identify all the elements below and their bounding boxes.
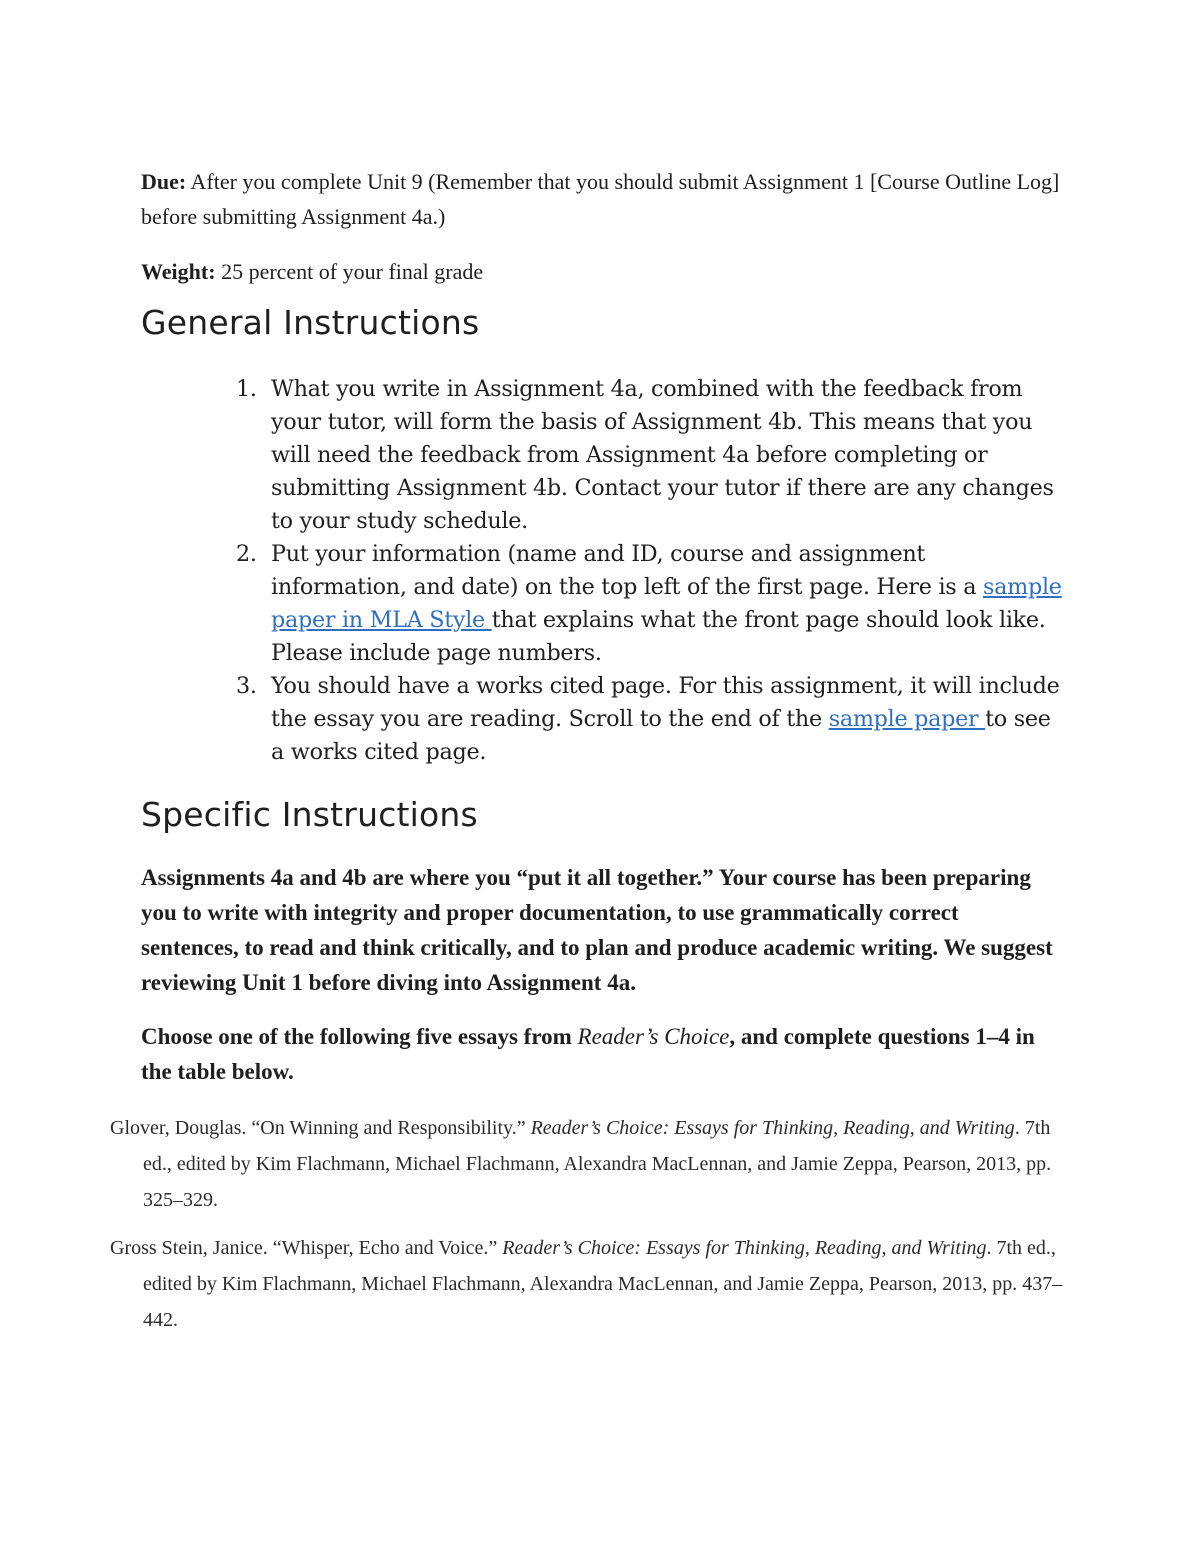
due-paragraph [141,164,1061,234]
list-item-number: 3. [236,673,257,699]
list-item-text: You should have a works cited page. For this assignment, it will include the essay you are reading. Scroll to the end of the [271,673,1060,732]
citation-book-title: Reader’s Choice: Essays for Thinking, Reading, and Writing [502,1237,987,1259]
specific-paragraph-2-text: Choose one of the following five essays from [141,1024,578,1049]
weight-label: Weight: [141,259,216,284]
citation-essay-title: “Whisper, Echo and Voice.” [272,1237,503,1259]
citation-entry [110,1110,1083,1218]
list-item-text: to see a works cited page. [271,706,1051,765]
list-item-text: Put your information (name and ID, course and assignment information, and date) on the top left of the first page. Here is a [271,541,984,600]
book-title: Reader’s Choice [577,1024,730,1049]
general-instructions-list [236,373,1066,769]
citation-book-title: Reader’s Choice: Essays for Thinking, Reading, and Writing [530,1117,1015,1139]
list-item [236,670,1066,769]
citation-essay-title: “On Winning and Responsibility.” [251,1117,531,1139]
sample-paper-link[interactable]: sample paper [828,706,986,732]
specific-paragraph-2 [141,1019,1056,1089]
specific-paragraph-2-text: , and complete questions 1–4 in the table below. [141,1024,1035,1084]
list-item [236,373,1066,538]
list-item-text: that explains what the front page should look like. Please include page numbers. [271,607,1046,666]
general-instructions-heading: General Instructions [141,303,480,342]
weight-paragraph [141,254,1061,289]
sample-paper-mla-link[interactable]: sample paper in MLA Style [271,574,1062,633]
citation-author: Gross Stein, Janice. [110,1237,273,1259]
specific-paragraph-1: Assignments 4a and 4b are where you “put it all together.” Your course has been preparing you to write with integrity and proper documentation, to use grammatically correct sentences, to read and think critically, and to plan and produce academic writing. We suggest reviewing Unit 1 before diving into Assignment 4a. [141,865,1053,995]
citation-author: Glover, Douglas. [110,1117,252,1139]
list-item-text: What you write in Assignment 4a, combined with the feedback from your tutor, will form the basis of Assignment 4b. This means that you will need the feedback from Assignment 4a before completing or submitting Assignment 4b. Contact your tutor if there are any changes to your study schedule. [271,376,1054,534]
weight-text: 25 percent of your final grade [221,259,484,284]
specific-instructions-heading: Specific Instructions [141,795,478,834]
list-item [236,538,1066,670]
citation-details: . 7th ed., edited by Kim Flachmann, Michael Flachmann, Alexandra MacLennan, and Jamie Zeppa, Pearson, 2013, pp. 437–442. [143,1237,1063,1331]
due-text: After you complete Unit 9 (Remember that you should submit Assignment 1 [Course Outline Log] before submitting Assignment 4a.) [141,169,1060,229]
list-item-number: 1. [236,376,257,402]
citation-entry [110,1230,1083,1338]
citation-details: . 7th ed., edited by Kim Flachmann, Michael Flachmann, Alexandra MacLennan, and Jamie Zeppa, Pearson, 2013, pp. 325–329. [143,1117,1052,1211]
due-label: Due: [141,169,187,194]
list-item-number: 2. [236,541,257,567]
